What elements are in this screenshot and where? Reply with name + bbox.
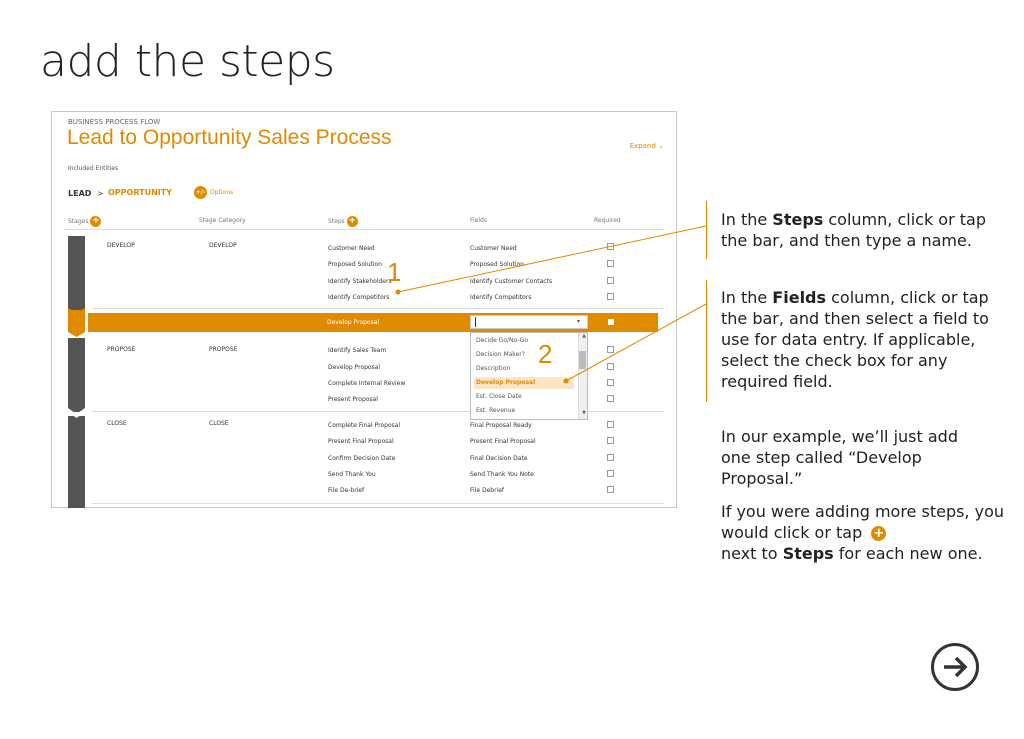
stage-category: CLOSE [209, 420, 229, 427]
add-step-icon[interactable]: + [348, 216, 356, 226]
dropdown-option[interactable]: Decision Maker? [476, 351, 525, 358]
scroll-down-icon[interactable]: ▼ [582, 410, 586, 416]
instruction-bold: Steps [782, 544, 834, 563]
next-arrow-icon [934, 646, 976, 688]
callout-number-2: 2 [538, 339, 553, 369]
entity-arrow-icon: > [97, 189, 104, 198]
step-item[interactable]: File De-brief [328, 487, 365, 494]
add-stage-icon[interactable]: + [92, 216, 100, 226]
expand-label: Expand [629, 142, 656, 150]
callout-line-2 [566, 304, 706, 381]
instruction-steps [721, 209, 1011, 251]
chevron-down-icon: ⌄ [658, 142, 664, 150]
dropdown-option[interactable]: Est. Revenue [476, 407, 516, 414]
slide-title: add the steps [40, 36, 335, 87]
stages-header-label: Stages [68, 218, 89, 225]
instruction-text: In the [721, 288, 773, 307]
fields-header: Fields [470, 217, 487, 224]
dropdown-option-selected[interactable]: Develop Proposal [474, 377, 574, 389]
instruction-text: for each new one. [833, 544, 983, 563]
step-item[interactable]: Complete Internal Review [328, 380, 406, 387]
field-item[interactable]: Identify Customer Contacts [470, 278, 553, 285]
stage-name: PROPOSE [107, 346, 136, 353]
instruction-text: In the [721, 210, 773, 229]
required-header: Required [594, 217, 621, 224]
field-item[interactable]: Customer Need [470, 245, 517, 252]
dropdown-option[interactable]: Description [476, 365, 511, 372]
steps-header-label: Steps [328, 218, 345, 225]
next-button[interactable] [931, 643, 979, 691]
field-item[interactable]: Present Final Proposal [470, 438, 536, 445]
step-item[interactable]: Identify Sales Team [328, 347, 387, 354]
instruction-bold: Fields [772, 288, 827, 307]
options-icon[interactable]: +/- [194, 186, 207, 199]
field-item[interactable]: Send Thank You Note [470, 471, 534, 478]
instruction-text: If you were adding more steps, you would click or tap [721, 502, 1004, 542]
instruction-more-steps [721, 501, 1011, 564]
field-item[interactable]: File Debrief [470, 487, 505, 494]
step-item[interactable]: Proposed Solution [328, 261, 382, 268]
callout-number-1: 1 [387, 257, 402, 287]
bpf-label: BUSINESS PROCESS FLOW [68, 118, 161, 126]
callout-dot-1 [396, 290, 401, 295]
stage-category: PROPOSE [209, 346, 238, 353]
field-item[interactable]: Identify Competitors [470, 294, 532, 301]
instruction-text: next to [721, 544, 783, 563]
instruction-text: column, click or tap the bar, and then type a name. [721, 210, 986, 250]
included-entities-label: Included Entities [68, 165, 119, 172]
stage-name: CLOSE [107, 420, 127, 427]
callout-dot-2 [564, 379, 569, 384]
step-item-selected[interactable]: Develop Proposal [327, 319, 380, 326]
instruction-text: column, click or tap the bar, and then select a field to use for data entry. If applicable, select the check box for any required field. [721, 288, 989, 391]
scroll-up-icon[interactable]: ▲ [582, 333, 586, 339]
dropdown-arrow-icon[interactable]: ▾ [577, 318, 581, 325]
dropdown-option[interactable]: Decide Go/No-Go [476, 337, 529, 344]
callout-line-1 [398, 226, 706, 292]
instruction-bold: Steps [772, 210, 824, 229]
callout-bar-1 [706, 201, 707, 259]
entity-opportunity[interactable]: OPPORTUNITY [108, 188, 173, 197]
process-title: Lead to Opportunity Sales Process [67, 126, 392, 149]
step-item[interactable]: Present Final Proposal [328, 438, 394, 445]
entity-lead[interactable]: LEAD [68, 189, 92, 198]
field-item[interactable]: Final Proposal Ready [470, 422, 532, 429]
stage-name: DEVELOP [107, 242, 135, 249]
plus-glyph: + [871, 526, 886, 541]
options-link[interactable]: Options [210, 189, 234, 196]
step-item[interactable]: Develop Proposal [328, 364, 381, 371]
field-item[interactable]: Proposed Solution [470, 261, 524, 268]
stage-category: DEVELOP [209, 242, 237, 249]
step-item[interactable]: Confirm Decision Date [328, 455, 396, 462]
dropdown-option[interactable]: Est. Close Date [476, 393, 522, 400]
field-item[interactable]: Final Decision Date [470, 455, 528, 462]
callout-bar-2 [706, 280, 707, 402]
add-step-plus-icon [867, 525, 889, 542]
step-item[interactable]: Present Proposal [328, 396, 378, 403]
stage-category-header: Stage Category [199, 217, 246, 224]
step-item[interactable]: Identify Stakeholders [328, 278, 392, 285]
step-item[interactable]: Complete Final Proposal [328, 422, 401, 429]
step-item[interactable]: Send Thank You [328, 471, 376, 478]
instruction-example: In our example, we’ll just add one step called “Develop Proposal.” [721, 427, 958, 488]
step-item[interactable]: Customer Need [328, 245, 375, 252]
instruction-fields [721, 287, 1001, 392]
step-item[interactable]: Identify Competitors [328, 294, 390, 301]
